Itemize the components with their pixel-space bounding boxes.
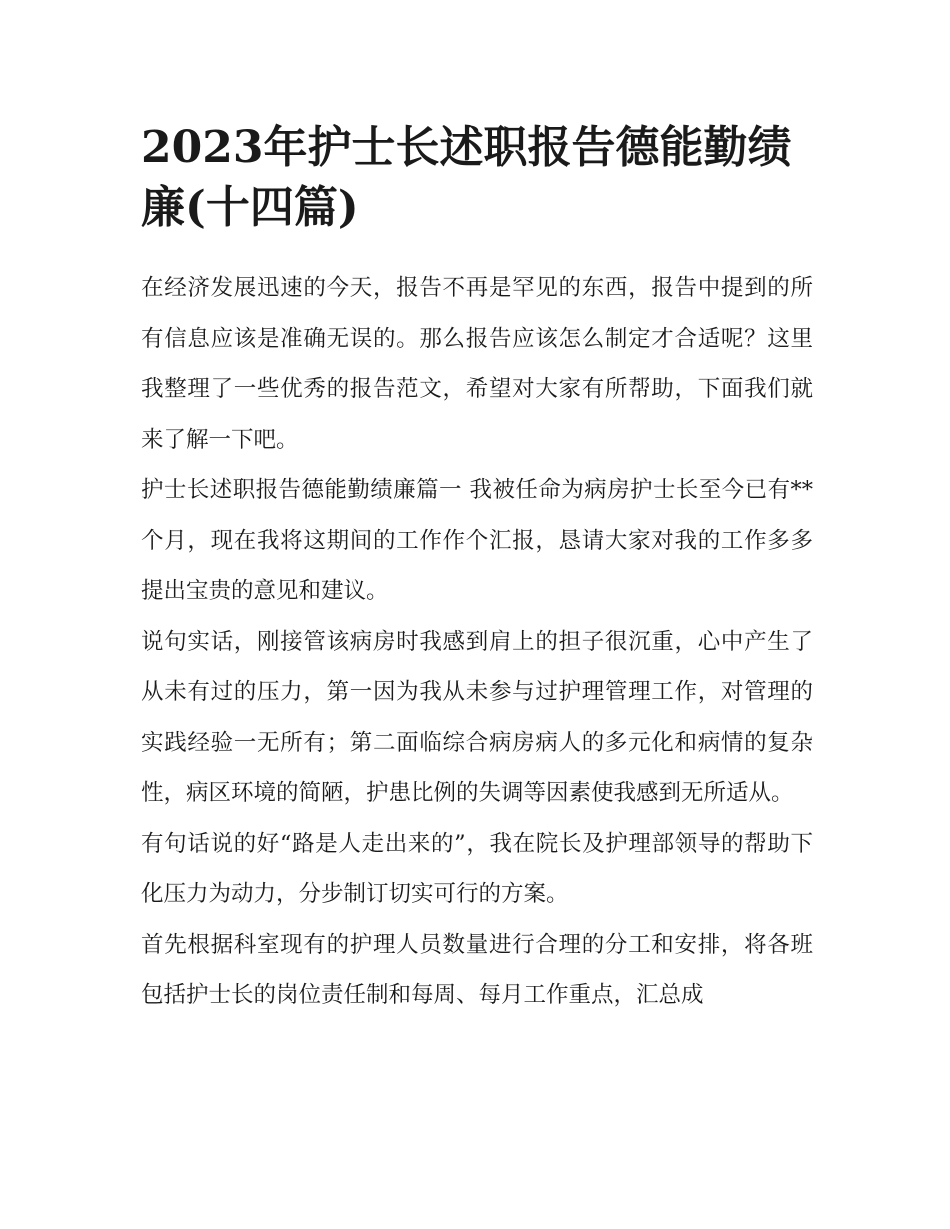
- paragraph-intro: 在经济发展迅速的今天，报告不再是罕见的东西，报告中提到的所有信息应该是准确无误的。那么报告应该怎么制定才合适呢？这里我整理了一些优秀的报告范文，希望对大家有所帮助，下面我们就来了解一下吧。: [141, 275, 813, 453]
- document-page: [141, 118, 813, 1021]
- paragraph-road: 有句话说的好“路是人走出来的”，我在院长及护理部领导的帮助下化压力为动力，分步制订切实可行的方案。: [141, 830, 813, 907]
- document-title: 2023年护士长述职报告德能勤绩廉(十四篇): [141, 122, 792, 233]
- paragraph-first: 首先根据科室现有的护理人员数量进行合理的分工和安排，将各班包括护士长的岗位责任制和每周、每月工作重点，汇总成: [141, 931, 813, 1008]
- paragraph-section-one: 护士长述职报告德能勤绩廉篇一 我被任命为病房护士长至今已有**个月，现在我将这期间的工作作个汇报，恳请大家对我的工作多多提出宝贵的意见和建议。: [141, 477, 813, 604]
- paragraph-pressure: 说句实话，刚接管该病房时我感到肩上的担子很沉重，心中产生了从未有过的压力，第一因为我从未参与过护理管理工作，对管理的实践经验一无所有；第二面临综合病房病人的多元化和病情的复杂性，病区环境的简陋，护患比例的失调等因素使我感到无所适从。: [141, 628, 813, 806]
